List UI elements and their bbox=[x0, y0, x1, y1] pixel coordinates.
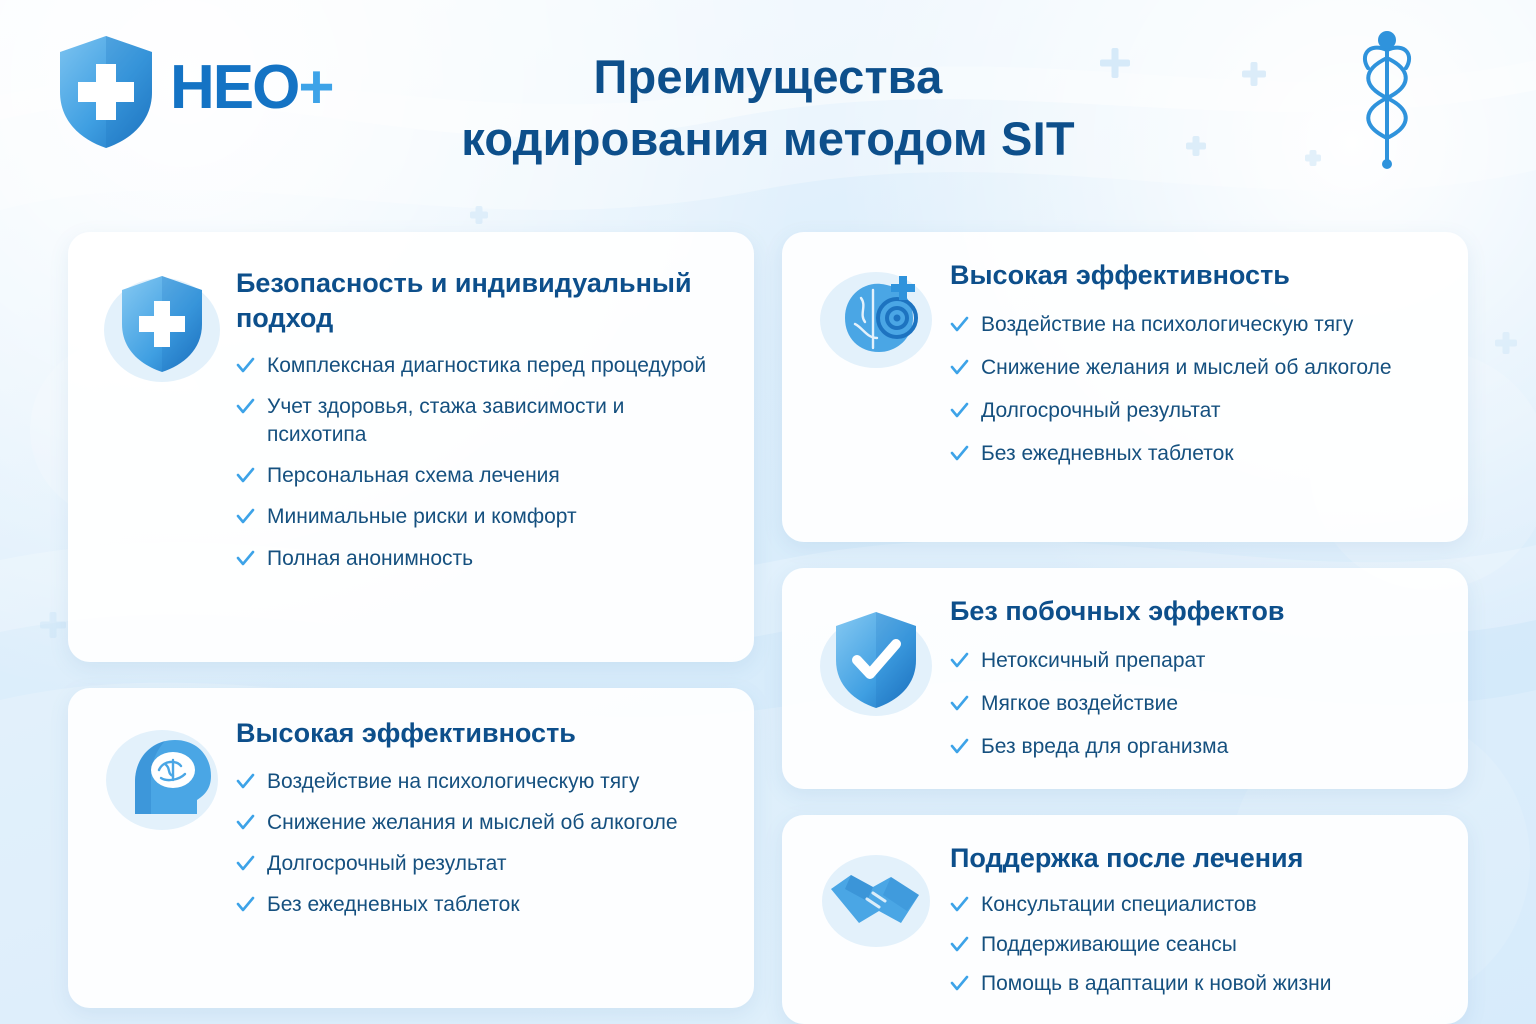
card-no-side-effects-icon-wrap bbox=[812, 592, 940, 763]
list-item bbox=[950, 432, 1438, 475]
list-item bbox=[950, 346, 1438, 389]
check-icon bbox=[950, 935, 969, 954]
card-effectiveness-left-title: Высокая эффективность bbox=[236, 718, 576, 748]
list-item bbox=[950, 964, 1438, 1003]
list-item-label: Персональная схема лечения bbox=[267, 463, 560, 487]
list-item-label: Помощь в адаптации к новой жизни bbox=[981, 971, 1332, 995]
card-no-side-effects-body bbox=[950, 592, 1438, 763]
check-icon bbox=[950, 974, 969, 993]
check-icon bbox=[236, 549, 255, 568]
list-item bbox=[950, 725, 1438, 768]
cards-layout bbox=[0, 232, 1536, 1024]
check-icon bbox=[950, 444, 969, 463]
check-icon bbox=[236, 397, 255, 416]
list-item-label: Без вреда для организма bbox=[981, 735, 1229, 759]
list-item bbox=[236, 802, 724, 843]
list-item bbox=[236, 386, 724, 455]
brand-plus: + bbox=[298, 53, 333, 122]
check-icon bbox=[236, 854, 255, 873]
list-item-label: Без ежедневных таблеток bbox=[981, 442, 1234, 466]
list-item-label: Поддерживающие сеансы bbox=[981, 932, 1237, 956]
card-safety-title: Безопасность и индивидуальный подход bbox=[236, 268, 692, 333]
list-item-label: Снижение желания и мыслей об алкоголе bbox=[981, 355, 1392, 379]
list-item-label: Минимальные риски и комфорт bbox=[267, 505, 577, 529]
list-item bbox=[236, 538, 724, 579]
card-effectiveness-right-title: Высокая эффективность bbox=[950, 260, 1290, 290]
card-support-bullets bbox=[950, 885, 1438, 1003]
list-item-label: Без ежедневных таблеток bbox=[267, 893, 520, 917]
card-support bbox=[782, 815, 1468, 1024]
card-safety-body bbox=[236, 258, 724, 636]
check-icon bbox=[950, 401, 969, 420]
right-column bbox=[782, 232, 1468, 1024]
list-item bbox=[236, 843, 724, 884]
check-icon bbox=[950, 737, 969, 756]
card-safety bbox=[68, 232, 754, 662]
card-effectiveness-right-body bbox=[950, 256, 1438, 516]
brain-target-icon bbox=[815, 262, 937, 374]
card-effectiveness-left-body bbox=[236, 712, 724, 982]
check-icon bbox=[236, 772, 255, 791]
check-icon bbox=[236, 895, 255, 914]
shield-check-icon bbox=[815, 598, 937, 724]
list-item-label: Снижение желания и мыслей об алкоголе bbox=[267, 810, 678, 834]
list-item bbox=[236, 345, 724, 386]
page-title-line2: кодирования методом SIT bbox=[461, 112, 1075, 166]
card-effectiveness-left bbox=[68, 688, 754, 1008]
list-item-label: Долгосрочный результат bbox=[267, 852, 507, 876]
card-support-title: Поддержка после лечения bbox=[950, 842, 1304, 873]
check-icon bbox=[236, 813, 255, 832]
list-item-label: Консультации специалистов bbox=[981, 893, 1257, 917]
check-icon bbox=[236, 466, 255, 485]
list-item bbox=[236, 455, 724, 496]
check-icon bbox=[950, 651, 969, 670]
list-item-label: Воздействие на психологическую тягу bbox=[267, 769, 640, 793]
list-item-label: Полная анонимность bbox=[267, 546, 474, 570]
list-item bbox=[236, 884, 724, 925]
list-item bbox=[950, 925, 1438, 964]
list-item-label: Мягкое воздействие bbox=[981, 691, 1179, 715]
card-effectiveness-right-bullets bbox=[950, 303, 1438, 476]
list-item-label: Долгосрочный результат bbox=[981, 399, 1221, 423]
card-effectiveness-right bbox=[782, 232, 1468, 542]
card-no-side-effects-bullets bbox=[950, 639, 1438, 769]
list-item-label: Комплексная диагностика перед процедурой bbox=[267, 354, 707, 378]
head-brain-icon bbox=[101, 718, 223, 838]
card-safety-bullets bbox=[236, 345, 724, 579]
card-effectiveness-right-icon-wrap bbox=[812, 256, 940, 516]
card-no-side-effects-title: Без побочных эффектов bbox=[950, 596, 1285, 626]
check-icon bbox=[950, 694, 969, 713]
left-column bbox=[68, 232, 754, 1024]
card-effectiveness-left-bullets bbox=[236, 761, 724, 926]
check-icon bbox=[950, 358, 969, 377]
card-effectiveness-left-icon-wrap bbox=[98, 712, 226, 982]
check-icon bbox=[950, 315, 969, 334]
page-title bbox=[0, 46, 1536, 170]
list-item-label: Учет здоровья, стажа зависимости и психотипа bbox=[267, 395, 625, 446]
list-item-label: Воздействие на психологическую тягу bbox=[981, 312, 1354, 336]
poster-header bbox=[0, 0, 1536, 196]
list-item bbox=[950, 682, 1438, 725]
card-no-side-effects bbox=[782, 568, 1468, 789]
list-item bbox=[236, 761, 724, 802]
list-item-label: Нетоксичный препарат bbox=[981, 648, 1206, 672]
page-title-line1: Преимущества bbox=[593, 50, 943, 103]
brand-name: HEO bbox=[170, 53, 299, 122]
list-item bbox=[950, 885, 1438, 924]
list-item bbox=[236, 496, 724, 537]
check-icon bbox=[950, 895, 969, 914]
check-icon bbox=[236, 507, 255, 526]
list-item bbox=[950, 639, 1438, 682]
list-item bbox=[950, 303, 1438, 346]
handshake-icon bbox=[815, 845, 937, 955]
check-icon bbox=[236, 356, 255, 375]
list-item bbox=[950, 389, 1438, 432]
shield-cross-icon bbox=[101, 264, 223, 390]
card-support-body bbox=[950, 839, 1438, 998]
caduceus-icon bbox=[1346, 24, 1428, 174]
card-safety-icon-wrap bbox=[98, 258, 226, 636]
card-support-icon-wrap bbox=[812, 839, 940, 998]
